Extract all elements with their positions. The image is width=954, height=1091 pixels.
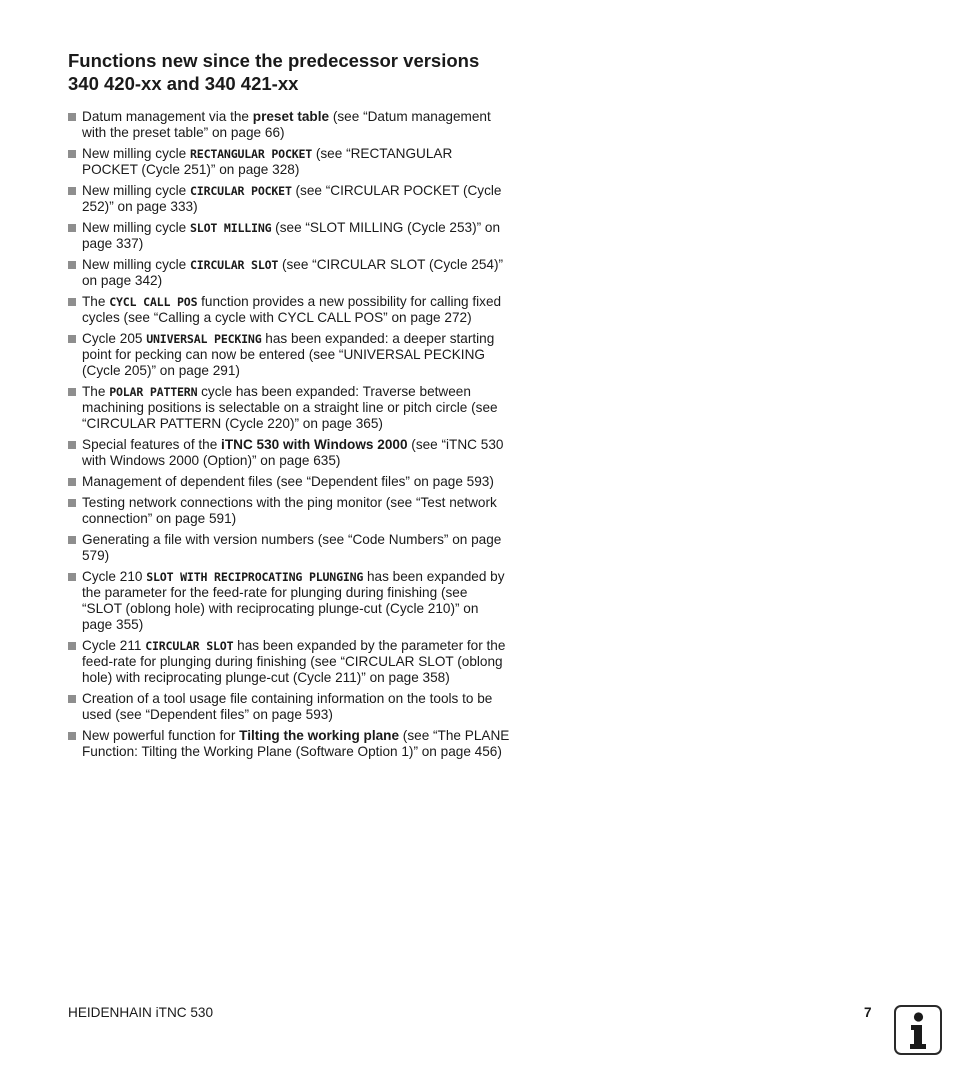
heading-line-2: 340 420-xx and 340 421-xx — [68, 73, 299, 94]
item-text: Creation of a tool usage file containing information on the tools to be used (see “Dependent files” on page 593) — [82, 691, 493, 722]
item-text: Management of dependent files (see “Dependent files” on page 593) — [82, 474, 494, 489]
item-text: has been expanded by the parameter for the feed-rate for plunging during finishing (see “SLOT (oblong hole) with reciprocating plunge-cut (Cycle 210)” on page 355) — [82, 569, 505, 632]
item-text: has been expanded: a deeper starting point for pecking can now be entered (see “UNIVERSAL PECKING (Cycle 205)” on page 291) — [82, 331, 495, 378]
list-item — [68, 495, 510, 527]
item-text: Cycle 210 — [82, 569, 147, 584]
bullet-square-icon — [68, 261, 76, 269]
list-item — [68, 569, 510, 633]
list-item — [68, 437, 510, 469]
item-text: (see “CIRCULAR POCKET (Cycle 252)” on page 333) — [82, 183, 502, 214]
info-icon — [894, 1005, 942, 1055]
item-text: Generating a file with version numbers (see “Code Numbers” on page 579) — [82, 532, 502, 563]
item-cycle-code: SLOT MILLING — [190, 221, 272, 235]
list-item — [68, 183, 510, 215]
footer-product-name: HEIDENHAIN iTNC 530 — [68, 1005, 214, 1020]
item-text: New milling cycle — [82, 183, 191, 198]
item-text: Testing network connections with the ping monitor (see “Test network connection” on page 591) — [82, 495, 497, 526]
item-cycle-code: RECTANGULAR POCKET — [190, 147, 313, 161]
item-text: Cycle 205 — [82, 331, 147, 346]
bullet-square-icon — [68, 150, 76, 158]
bullet-square-icon — [68, 441, 76, 449]
item-cycle-code: CIRCULAR SLOT — [145, 639, 234, 653]
new-functions-list — [68, 109, 510, 765]
item-cycle-code: CYCL CALL POS — [109, 295, 198, 309]
item-text: New powerful function for — [82, 728, 240, 743]
list-item — [68, 109, 510, 141]
bullet-square-icon — [68, 573, 76, 581]
bullet-square-icon — [68, 536, 76, 544]
item-text: New milling cycle — [82, 146, 191, 161]
item-text: The — [82, 294, 110, 309]
item-text: (see “SLOT MILLING (Cycle 253)” on page 337) — [82, 220, 501, 251]
page-heading — [68, 49, 528, 95]
item-text: Special features of the — [82, 437, 222, 452]
list-item — [68, 691, 510, 723]
list-item — [68, 532, 510, 564]
item-bold-text: preset table — [252, 109, 330, 124]
bullet-square-icon — [68, 732, 76, 740]
item-text: function provides a new possibility for calling fixed cycles (see “Calling a cycle with CYCL CALL POS” on page 272) — [82, 294, 502, 325]
bullet-square-icon — [68, 478, 76, 486]
item-text: Cycle 211 — [82, 638, 146, 653]
bullet-square-icon — [68, 499, 76, 507]
item-text: has been expanded by the parameter for the feed-rate for plunging during finishing (see “CIRCULAR SLOT (oblong hole) with reciprocating plunge-cut (Cycle 211)” on page 358) — [82, 638, 506, 685]
item-bold-text: iTNC 530 with Windows 2000 — [221, 437, 408, 452]
item-cycle-code: UNIVERSAL PECKING — [146, 332, 262, 346]
item-text: (see “The PLANE Function: Tilting the Working Plane (Software Option 1)” on page 456) — [82, 728, 510, 759]
bullet-square-icon — [68, 113, 76, 121]
heading-line-1: Functions new since the predecessor versions — [68, 50, 480, 71]
item-text: (see “CIRCULAR SLOT (Cycle 254)” on page 342) — [82, 257, 504, 288]
item-bold-text: Tilting the working plane — [239, 728, 400, 743]
list-item — [68, 728, 510, 760]
list-item — [68, 146, 510, 178]
bullet-square-icon — [68, 335, 76, 343]
bullet-square-icon — [68, 224, 76, 232]
list-item — [68, 257, 510, 289]
list-item — [68, 638, 510, 686]
item-text: (see “RECTANGULAR POCKET (Cycle 251)” on page 328) — [82, 146, 453, 177]
item-text: Datum management via the — [82, 109, 253, 124]
list-item — [68, 331, 510, 379]
page-number: 7 — [864, 1005, 872, 1020]
item-cycle-code: SLOT WITH RECIPROCATING PLUNGING — [146, 570, 364, 584]
list-item — [68, 294, 510, 326]
bullet-square-icon — [68, 187, 76, 195]
list-item — [68, 220, 510, 252]
item-cycle-code: POLAR PATTERN — [109, 385, 198, 399]
item-text: cycle has been expanded: Traverse between machining positions is selectable on a straight line or pitch circle (see “CIRCULAR PATTERN (Cycle 220)” on page 365) — [82, 384, 498, 431]
item-text: (see “iTNC 530 with Windows 2000 (Option)” on page 635) — [82, 437, 504, 468]
item-text: The — [82, 384, 110, 399]
list-item — [68, 474, 510, 490]
item-cycle-code: CIRCULAR SLOT — [190, 258, 279, 272]
item-text: (see “Datum management with the preset table” on page 66) — [82, 109, 491, 140]
bullet-square-icon — [68, 388, 76, 396]
list-item — [68, 384, 510, 432]
bullet-square-icon — [68, 298, 76, 306]
info-glyph-graphic — [896, 1007, 940, 1053]
item-cycle-code: CIRCULAR POCKET — [190, 184, 292, 198]
item-text: New milling cycle — [82, 257, 191, 272]
bullet-square-icon — [68, 642, 76, 650]
item-text: New milling cycle — [82, 220, 191, 235]
bullet-square-icon — [68, 695, 76, 703]
